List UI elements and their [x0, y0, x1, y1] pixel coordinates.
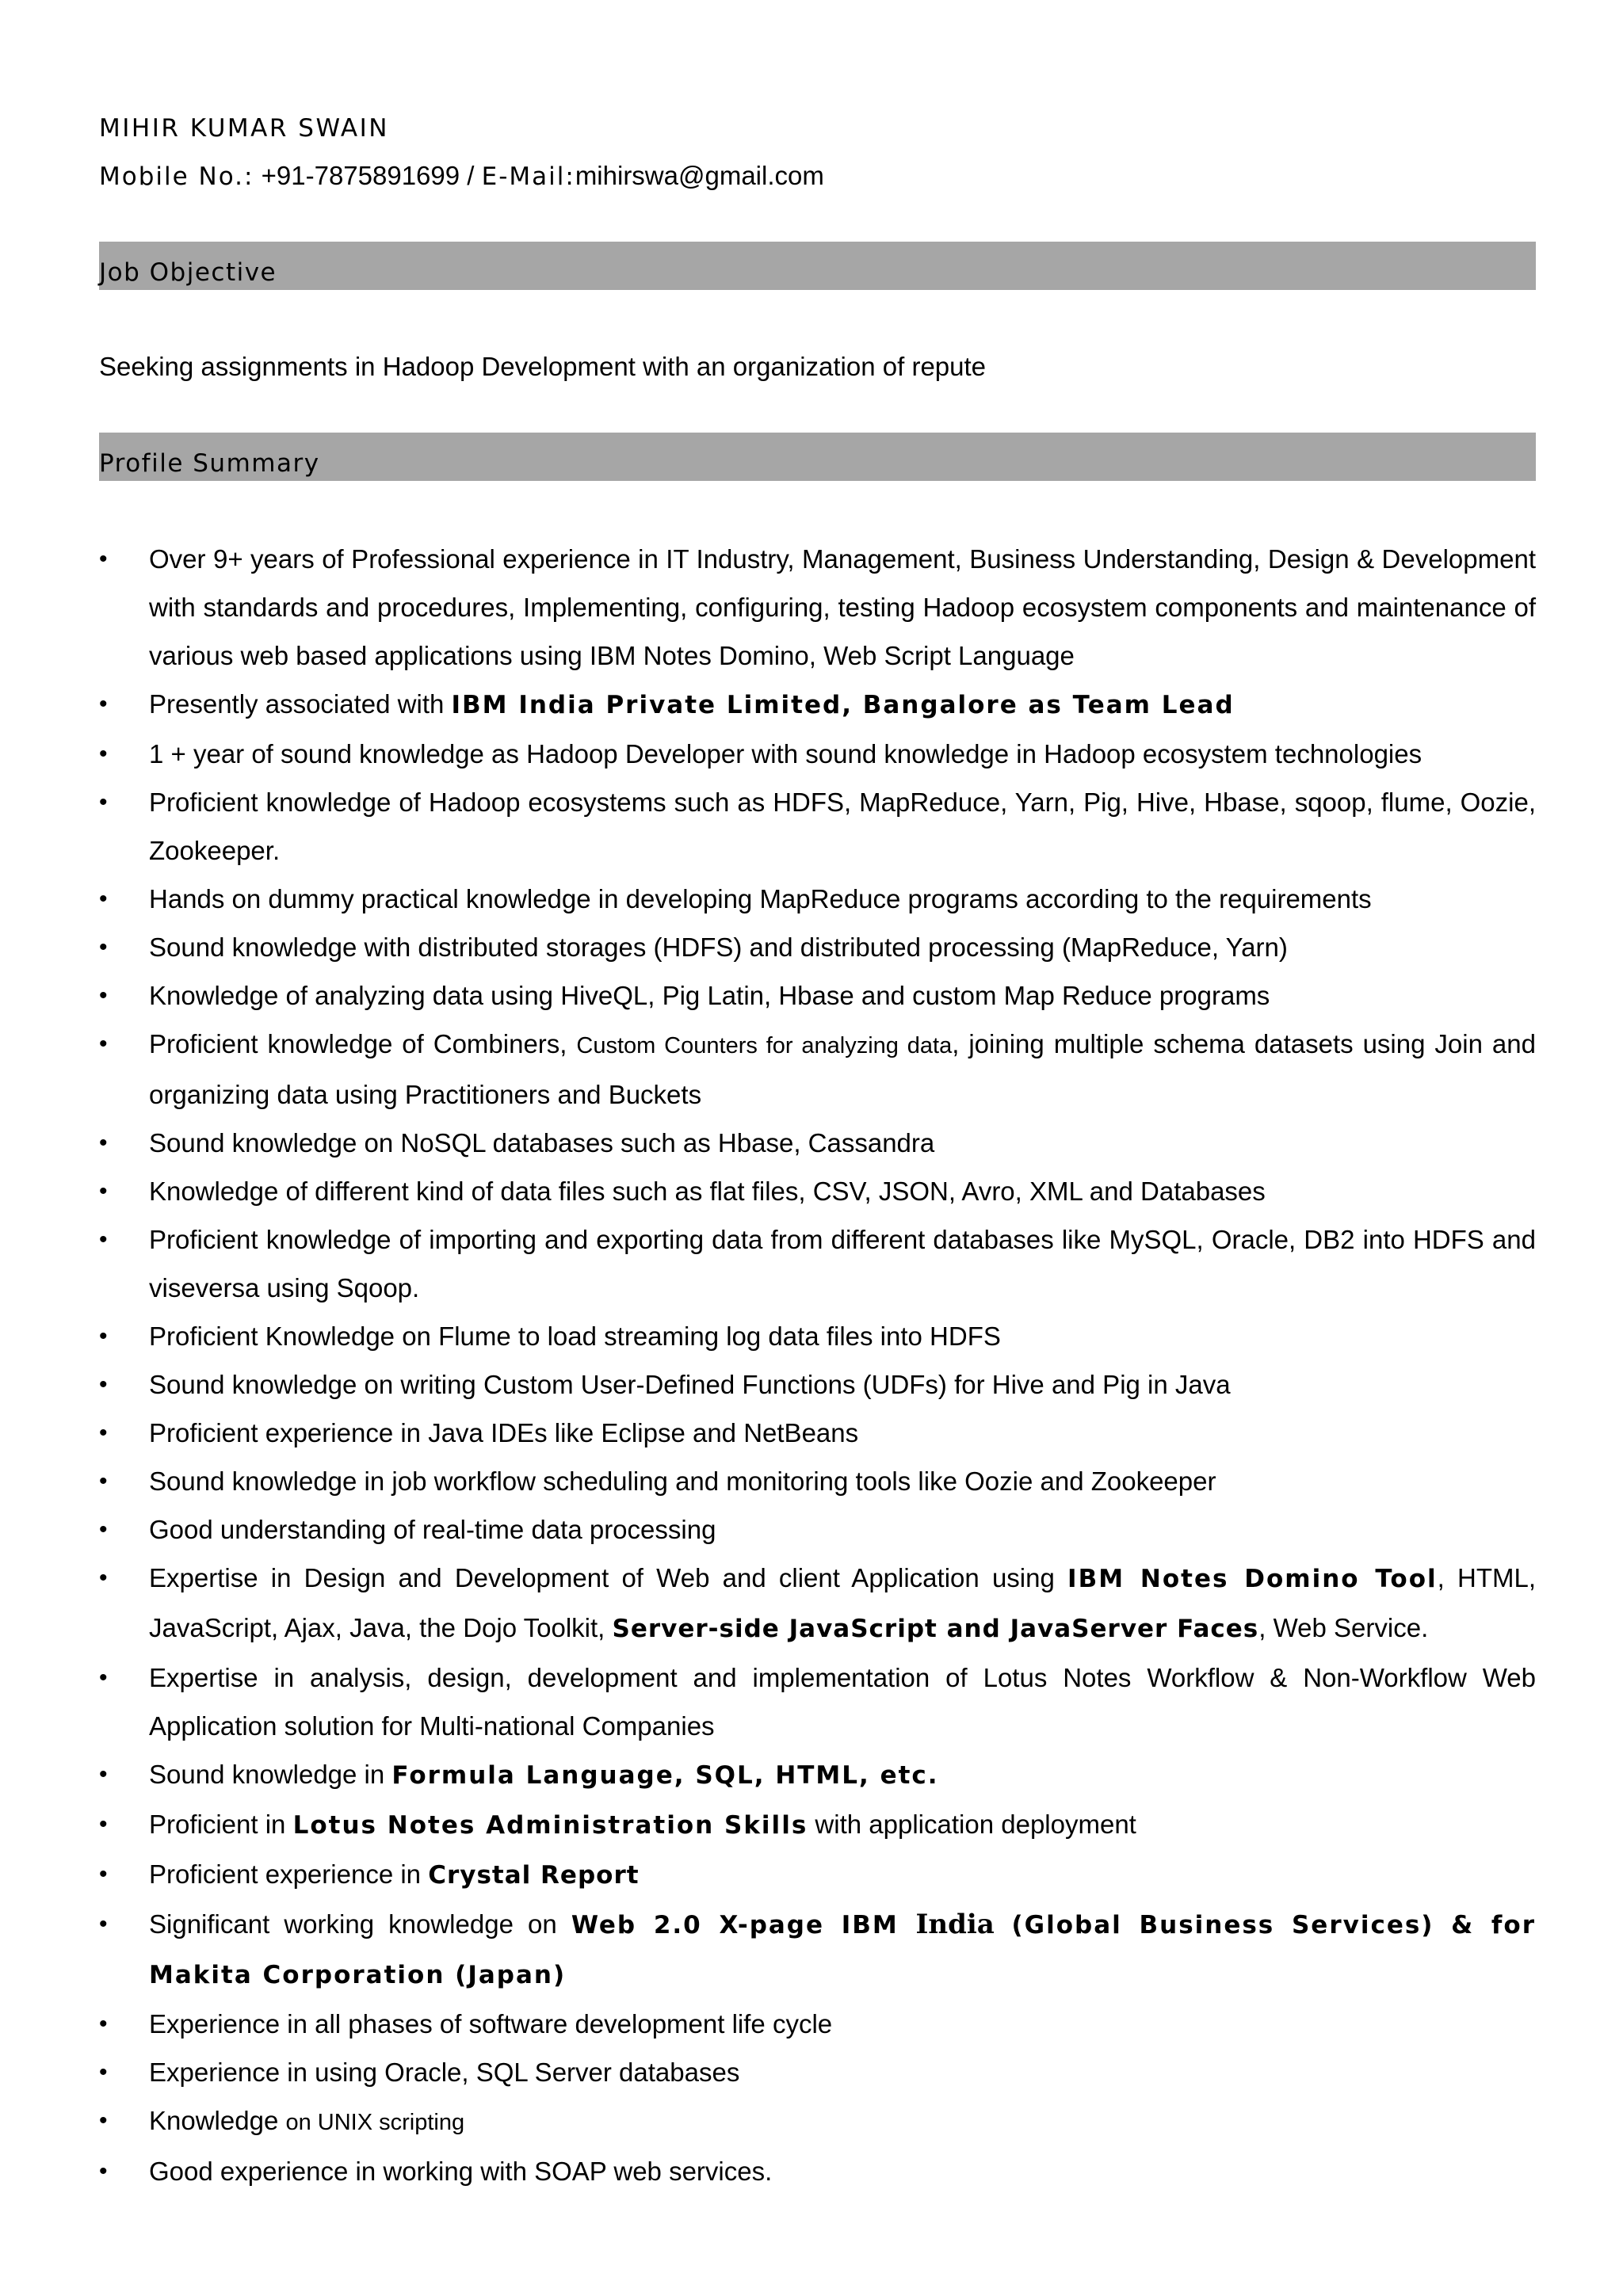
list-item: • Expertise in analysis, design, development and implementation of Lotus Notes Workflow & Non-Workflow Web Application solution for Multi-national Companies	[99, 1653, 1536, 1750]
list-item: • Presently associated with IBM India Private Limited, Bangalore as Team Lead	[99, 680, 1536, 730]
list-item: • Hands on dummy practical knowledge in developing MapReduce programs according to the requirements	[99, 875, 1536, 923]
job-objective-title: Job Objective	[99, 258, 277, 287]
mobile-value: +91-7875891699 /	[254, 161, 482, 190]
list-item: • Knowledge of analyzing data using HiveQL, Pig Latin, Hbase and custom Map Reduce programs	[99, 971, 1536, 1020]
list-item: • Sound knowledge in job workflow scheduling and monitoring tools like Oozie and Zookeeper	[99, 1457, 1536, 1505]
mobile-label: Mobile No.:	[99, 162, 254, 191]
profile-summary-header	[99, 433, 1536, 481]
profile-summary-list	[99, 535, 1536, 2195]
job-objective-text: Seeking assignments in Hadoop Development with an organization of repute	[99, 352, 987, 381]
job-objective-header	[99, 242, 1536, 290]
list-item: • Sound knowledge with distributed storages (HDFS) and distributed processing (MapReduce, Yarn)	[99, 923, 1536, 971]
list-item: • 1 + year of sound knowledge as Hadoop Developer with sound knowledge in Hadoop ecosystem technologies	[99, 730, 1536, 778]
contact-line	[99, 161, 824, 191]
candidate-name: MIHIR KUMAR SWAIN	[99, 114, 389, 143]
list-item: • Proficient experience in Java IDEs like Eclipse and NetBeans	[99, 1409, 1536, 1457]
list-item: • Sound knowledge in Formula Language, SQL, HTML, etc.	[99, 1750, 1536, 1800]
profile-summary-title: Profile Summary	[99, 449, 320, 478]
list-item: • Sound knowledge on NoSQL databases such as Hbase, Cassandra	[99, 1119, 1536, 1167]
list-item: • Proficient in Lotus Notes Administration Skills with application deployment	[99, 1800, 1536, 1850]
list-item: • Proficient Knowledge on Flume to load streaming log data files into HDFS	[99, 1312, 1536, 1360]
list-item: • Expertise in Design and Development of Web and client Application using IBM Notes Domino Tool, HTML, JavaScript, Ajax, Java, the Dojo Toolkit, Server-side JavaScript and JavaServer Faces, Web Service.	[99, 1554, 1536, 1653]
list-item: • Proficient knowledge of Hadoop ecosystems such as HDFS, MapReduce, Yarn, Pig, Hive, Hbase, sqoop, flume, Oozie, Zookeeper.	[99, 778, 1536, 875]
list-item: • Over 9+ years of Professional experience in IT Industry, Management, Business Understanding, Design & Development with standards and procedures, Implementing, configuring, testing Hadoop ecosystem components and maintenance of various web based applications using IBM Notes Domino, Web Script Language	[99, 535, 1536, 680]
list-item: • Experience in all phases of software development life cycle	[99, 2000, 1536, 2048]
list-item: • Significant working knowledge on Web 2.0 X-page IBM India (Global Business Services) & for Makita Corporation (Japan)	[99, 1900, 1536, 2000]
list-item: • Good experience in working with SOAP web services.	[99, 2147, 1536, 2195]
list-item: • Knowledge of different kind of data files such as flat files, CSV, JSON, Avro, XML and Databases	[99, 1167, 1536, 1215]
list-item: • Experience in using Oracle, SQL Server databases	[99, 2048, 1536, 2096]
list-item: • Proficient experience in Crystal Report	[99, 1850, 1536, 1900]
email-label: E-Mail:	[481, 162, 575, 191]
list-item: • Proficient knowledge of Combiners, Custom Counters for analyzing data, joining multiple schema datasets using Join and organizing data using Practitioners and Buckets	[99, 1020, 1536, 1119]
list-item: • Knowledge on UNIX scripting	[99, 2096, 1536, 2147]
list-item: • Good understanding of real-time data processing	[99, 1505, 1536, 1554]
email-value: mihirswa@gmail.com	[575, 161, 824, 190]
list-item: • Proficient knowledge of importing and exporting data from different databases like MySQL, Oracle, DB2 into HDFS and viseversa using Sqoop.	[99, 1215, 1536, 1312]
list-item: • Sound knowledge on writing Custom User-Defined Functions (UDFs) for Hive and Pig in Java	[99, 1360, 1536, 1409]
